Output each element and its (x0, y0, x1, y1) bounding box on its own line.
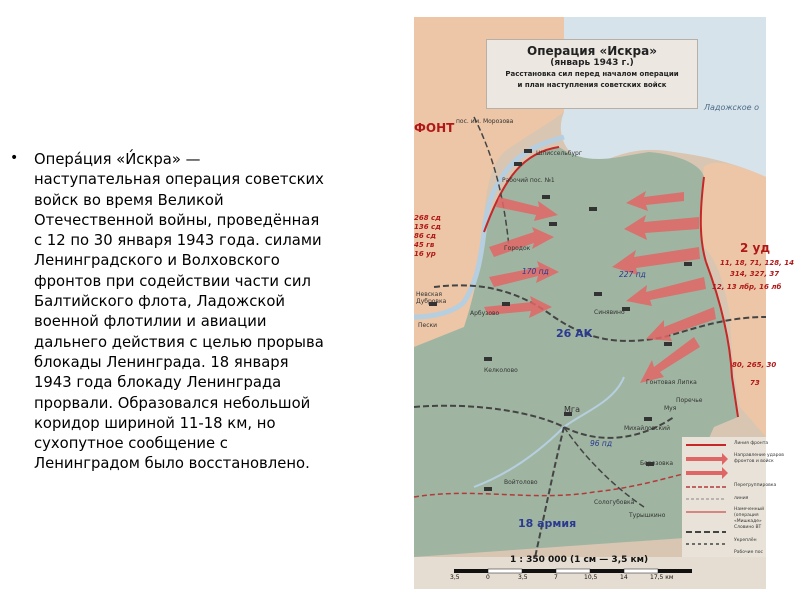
unit-96: 96 пд (590, 439, 613, 448)
place-turyshkino: Турышкино (629, 512, 666, 519)
place-shlisselburg: Шлиссельбург (536, 150, 583, 157)
place-rabochiy1: Рабочий пос. №1 (502, 177, 555, 184)
operation-description: Опера́ция «И́скра» — наступательная операция советских войск во время Великой Отечественной войны, проведённая с 12 по 30 января 1943 года. силами Ленинградского и Волховского фронтов при содействии части сил Балтийского флота, Ладожской военной флотилии и авиации дальнего действия с целью прорыва блокады Ленинграда. 18 января 1943 года блокаду Ленинграда прорвали. Образовался небольшой коридор шириной 11-18 км, но сухопутное сообщение с Ленинградом было восстановлено. (34, 151, 324, 473)
place-muya: Муя (664, 405, 677, 412)
place-mga: Мга (564, 405, 581, 414)
map-caption-line1: Расстановка сил перед началом операции (505, 70, 679, 78)
place-gorodok: Городок (504, 245, 531, 252)
place-berezovka: Березовка (640, 460, 674, 467)
scale-tick-5: 14 (620, 574, 628, 581)
unit-18army: 18 армия (518, 517, 577, 530)
legend-0: Линия фронта (734, 441, 769, 446)
place-porechye: Поречье (676, 397, 703, 404)
soviet-left-0: 268 сд (414, 214, 441, 222)
map-title: Операция «Искра» (527, 44, 657, 58)
front-label: ФОНТ (414, 121, 455, 135)
legend-2: фронтов и войск (734, 459, 774, 464)
scale-tick-2: 3,5 (518, 574, 528, 581)
soviet-right-0: 11, 18, 71, 128, 14 (720, 259, 794, 267)
operation-map (414, 17, 794, 589)
unit-26ak: 26 АК (556, 327, 593, 340)
place-arbuzovo: Арбузово (470, 310, 500, 317)
legend-9: Укреплён (734, 538, 757, 543)
scale-tick-0: 3,5 (450, 574, 460, 581)
legend-8: Словино ВТ (734, 525, 762, 530)
map-caption-line2: и план наступления советских войск (517, 81, 667, 89)
soviet-right2-0: 80, 265, 30 (732, 361, 777, 369)
legend-1: Направление ударов (734, 453, 784, 458)
place-dubrovka: Невская Дубровка (416, 291, 447, 305)
legend-3: Перегруппировка (734, 483, 777, 488)
soviet-left-2: 86 сд (414, 232, 436, 240)
map-subtitle: (январь 1943 г.) (550, 58, 634, 68)
unit-227: 227 пд (619, 270, 646, 279)
legend-7: «Мишкаде» (734, 519, 762, 524)
legend-10: Рабочие пос (734, 550, 763, 555)
legend-6: (операция (734, 513, 759, 518)
scale-tick-6: 17,5 км (650, 574, 674, 581)
place-sologubovka: Сологубовка (594, 499, 635, 506)
legend-5: Намеченный (734, 507, 765, 512)
unit-170: 170 пд (522, 267, 549, 276)
place-sinyavino: Синявино (594, 309, 625, 316)
place-voytolovo: Войтолово (504, 479, 538, 486)
soviet-right-title: 2 уд (740, 241, 771, 255)
bullet-point: • (10, 150, 19, 166)
map-title-box (486, 39, 698, 109)
place-gontovaya: Гонтовая Липка (646, 379, 697, 386)
place-peski: Пески (418, 322, 438, 329)
place-morozov: пос. им. Морозова (456, 118, 514, 125)
legend-4: линия (734, 496, 749, 501)
place-kelkolovo: Келколово (484, 367, 518, 374)
soviet-right-2: 12, 13 лбр, 16 лб (712, 283, 782, 291)
soviet-left-1: 136 сд (414, 223, 441, 231)
soviet-left-3: 45 гв (414, 241, 435, 249)
soviet-left-4: 16 ур (414, 250, 436, 258)
place-mikhaylovsky: Михайловский (624, 425, 670, 432)
scale-tick-1: 0 (486, 574, 490, 581)
lake-label: Ладожское о (704, 103, 760, 112)
soviet-right-1: 314, 327, 37 (730, 270, 780, 278)
scale-tick-3: 7 (554, 574, 558, 581)
scale-tick-4: 10,5 (584, 574, 598, 581)
soviet-right2-1: 73 (750, 379, 760, 387)
map-scale: 1 : 350 000 (1 см — 3,5 км) (510, 555, 649, 565)
